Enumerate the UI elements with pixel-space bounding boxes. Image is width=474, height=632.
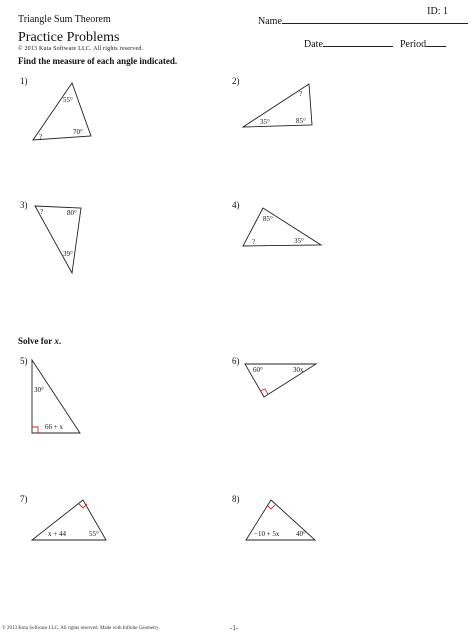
instructions: Find the measure of each angle indicated. [18,56,178,66]
triangle-2-label-top: ? [299,90,303,98]
problem-number-5: 5) [20,356,28,366]
triangle-4 [243,208,321,246]
triangle-1 [33,83,91,141]
triangle-4-label-right: 35° [294,237,304,245]
triangle-7-label-right: 55° [89,530,99,538]
copyright-notice: © 2013 Kuta Software LLC. All rights reserved. [18,46,144,52]
triangle-8-label-left: −10 + 5x [254,530,280,538]
triangle-1-label-right: 70° [73,128,83,136]
triangle-8-label-right: 40° [296,530,306,538]
problem-number-6: 6) [232,356,240,366]
problem-number-1: 1) [20,76,28,86]
triangle-7-label-left: x + 44 [48,530,66,538]
triangle-7 [32,500,106,540]
problem-number-7: 7) [20,494,28,504]
right-angle-mark-5 [32,427,38,433]
triangle-1-label-left: ? [39,133,43,141]
triangle-3-label-right: 80° [67,209,77,217]
triangle-6-label-left: 60° [253,366,263,374]
page-title: Practice Problems [18,30,120,45]
triangle-2-label-right: 85° [296,117,306,125]
course-name: Triangle Sum Theorem [18,14,111,25]
triangle-5-label-bottom: 66 + x [45,423,63,431]
worksheet-id: ID: 1 [427,6,448,17]
page-number: -1- [230,624,239,632]
triangle-2-label-left: 35° [260,118,270,126]
triangle-5-label-top: 30° [34,386,44,394]
problem-number-4: 4) [232,200,240,210]
triangle-5 [32,360,80,433]
footer-copyright: © 2013 Kuta Software LLC. All rights reserved. Made with Infinite Geometry. [2,626,160,631]
triangle-3-label-bottom: 39° [63,250,73,258]
solve-heading: Solve for x. [18,336,62,346]
name-label: Name [258,16,282,27]
triangle-4-label-top: 85° [263,215,273,223]
triangle-3 [35,206,81,273]
problem-number-2: 2) [232,76,240,86]
triangle-8 [246,500,315,540]
period-label: Period [400,39,427,50]
problem-number-8: 8) [232,494,240,504]
triangle-2 [243,84,312,127]
triangle-6-label-right: 30x [293,366,304,374]
right-angle-mark-8 [267,505,275,509]
triangle-3-label-left: ? [40,208,44,216]
triangle-1-label-top: 55° [63,96,73,104]
right-angle-mark-7 [79,504,87,508]
triangle-4-label-left: ? [252,238,256,246]
date-label: Date [304,39,323,50]
triangle-6 [245,364,316,397]
problem-number-3: 3) [20,200,28,210]
